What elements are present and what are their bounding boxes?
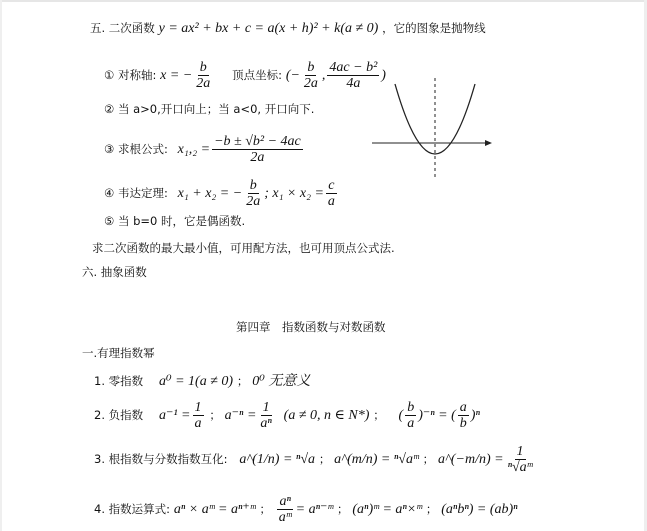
vertex-close: ) (381, 68, 386, 83)
vieta-label: ④ 韦达定理: (104, 186, 168, 200)
negative-exponent-eq3-fraction-2 (458, 400, 469, 431)
negative-exponent-separator-2: ； (373, 408, 385, 422)
negative-exponent-label: 2. 负指数 (94, 408, 144, 422)
exponent-operations-separator-1: ； (259, 502, 271, 516)
vieta-sum: x₁ + x₂ = − (177, 186, 243, 201)
extreme-value-note: 求二次函数的最大最小值，可用配方法，也可用顶点公式法. (92, 241, 395, 255)
even-function-note: ⑤ 当 b=0 时，它是偶函数. (104, 214, 246, 228)
section6-title: 六. 抽象函数 (82, 265, 147, 279)
negative-exponent-separator-1: ； (209, 408, 221, 422)
negative-exponent-eq3-middle: )⁻ⁿ = ( (418, 408, 456, 423)
negative-exponent-eq3-denominator-1: a (407, 416, 415, 431)
axis-label: ① 对称轴: (104, 68, 157, 82)
exponent-operations-eq2-denominator: aᵐ (278, 510, 292, 525)
root-numerator: −b ± √b² − 4ac (214, 134, 301, 149)
root-exponent-label: 3. 根指数与分数指数互化: (94, 452, 228, 466)
negative-exponent-eq2-lhs: a⁻ⁿ = (224, 408, 257, 423)
root-exponent-eq1: a^(1/n) = ⁿ√a (239, 452, 316, 467)
zero-exponent-label: 1. 零指数 (94, 374, 144, 388)
page-left-border (0, 0, 2, 531)
root-exponent-eq3-denominator: ⁿ√aᵐ (507, 460, 533, 475)
rational-exponent-title: 一.有理指数幂 (82, 346, 155, 360)
exponent-operations-separator-2: ； (337, 502, 349, 516)
vieta-product-fraction (326, 178, 337, 209)
root-fraction (212, 134, 303, 165)
chapter4-title: 第四章 指数函数与对数函数 (236, 320, 386, 334)
vertex-numerator-1: b (307, 60, 315, 75)
root-denominator: 2a (250, 150, 265, 165)
negative-exponent-eq3-numerator-2: a (459, 400, 467, 415)
axis-equation: x = − (160, 68, 193, 83)
section5-title-suffix: ，它的图象是抛物线 (382, 21, 486, 35)
vieta-product: ; x₁ × x₂ = (264, 186, 324, 201)
exponent-operations-row (94, 492, 518, 527)
exponent-operations-eq2-numerator: aⁿ (279, 494, 291, 509)
exponent-operations-separator-3: ； (425, 502, 438, 516)
zero-exponent-equation: a⁰ = 1(a ≠ 0) (158, 374, 234, 389)
vieta-sum-denominator: 2a (246, 194, 261, 209)
parabola-graph (368, 72, 496, 184)
root-lhs: x₁,₂ = (177, 142, 211, 157)
section5-title (90, 20, 486, 37)
root-exponent-separator-2: ； (422, 452, 435, 466)
vertex-denominator-2: 4a (346, 76, 361, 91)
zero-exponent-separator: ； (236, 374, 249, 388)
x-axis-arrow-icon (485, 140, 492, 146)
negative-exponent-eq1-lhs: a⁻¹ = (158, 408, 191, 423)
negative-exponent-eq3-denominator-2: b (459, 416, 467, 431)
root-formula-row (104, 132, 305, 167)
negative-exponent-condition: (a ≠ 0, n ∈ N*) (283, 408, 370, 423)
negative-exponent-eq1-numerator: 1 (194, 400, 202, 415)
negative-exponent-eq3-numerator-1: b (407, 400, 415, 415)
vieta-product-numerator: c (328, 178, 335, 193)
negative-exponent-eq3-fraction-1 (405, 400, 416, 431)
opening-direction: ② 当 a>0,开口向上；当 a<0, 开口向下. (104, 102, 315, 116)
vertex-open: (− (285, 68, 300, 83)
quadratic-formula: y = ax² + bx + c = a(x + h)² + k(a ≠ 0) (158, 21, 379, 36)
zero-exponent-row (94, 373, 310, 390)
vertex-fraction-1 (302, 60, 320, 91)
axis-vertex-row (104, 58, 386, 93)
axis-fraction (194, 60, 212, 91)
root-exponent-eq3-lhs: a^(−m/n) = (437, 452, 504, 467)
root-exponent-row (94, 442, 537, 477)
root-exponent-eq3-fraction (506, 444, 535, 475)
vieta-sum-fraction (244, 178, 262, 209)
exponent-operations-eq1: aⁿ × aᵐ = aⁿ⁺ᵐ (173, 502, 256, 517)
exponent-operations-eq4: (aⁿbⁿ) = (ab)ⁿ (441, 502, 518, 517)
root-label: ③ 求根公式: (104, 142, 168, 156)
vieta-row (104, 176, 339, 211)
vertex-numerator-2: 4ac − b² (329, 60, 378, 75)
root-exponent-separator-1: ； (318, 452, 331, 466)
exponent-operations-eq2-fraction (277, 494, 294, 525)
exponent-operations-eq2-rhs: = aⁿ⁻ᵐ (295, 502, 334, 517)
root-exponent-eq3-numerator: 1 (516, 444, 524, 459)
vertex-comma: , (321, 68, 326, 83)
axis-numerator: b (199, 60, 207, 75)
vieta-product-denominator: a (327, 194, 335, 209)
section5-title-prefix: 五. 二次函数 (90, 21, 155, 35)
negative-exponent-row: 2. 负指数 a⁻¹ = $\frac{1}{a}$ ； a⁻ⁿ = $\frac{1}{\text{aⁿ}}$ (a ≠ 0, n ∈ N*) ； ( $\frac{b}{a}$ )⁻ⁿ = ( $\frac{a}{b}$ )ⁿ (94, 400, 480, 431)
negative-exponent-eq2-fraction (258, 400, 273, 431)
vertex-denominator-1: 2a (303, 76, 318, 91)
negative-exponent-eq2-numerator: 1 (262, 400, 270, 415)
axis-denominator: 2a (196, 76, 211, 91)
vieta-sum-numerator: b (249, 178, 257, 193)
vertex-label: 顶点坐标: (232, 68, 282, 82)
negative-exponent-eq1-fraction (193, 400, 204, 431)
page-top-border (0, 0, 647, 2)
exponent-operations-eq3: (aⁿ)ᵐ = aⁿ×ᵐ (352, 502, 423, 517)
exponent-operations-label: 4. 指数运算式: (94, 502, 171, 516)
negative-exponent-eq1-denominator: a (194, 416, 202, 431)
negative-exponent-eq3-end: )ⁿ (470, 408, 480, 423)
negative-exponent-eq2-denominator: aⁿ (260, 416, 272, 431)
zero-exponent-note: 0⁰ 无意义 (252, 374, 311, 389)
root-exponent-eq2: a^(m/n) = ⁿ√aᵐ (334, 452, 419, 467)
